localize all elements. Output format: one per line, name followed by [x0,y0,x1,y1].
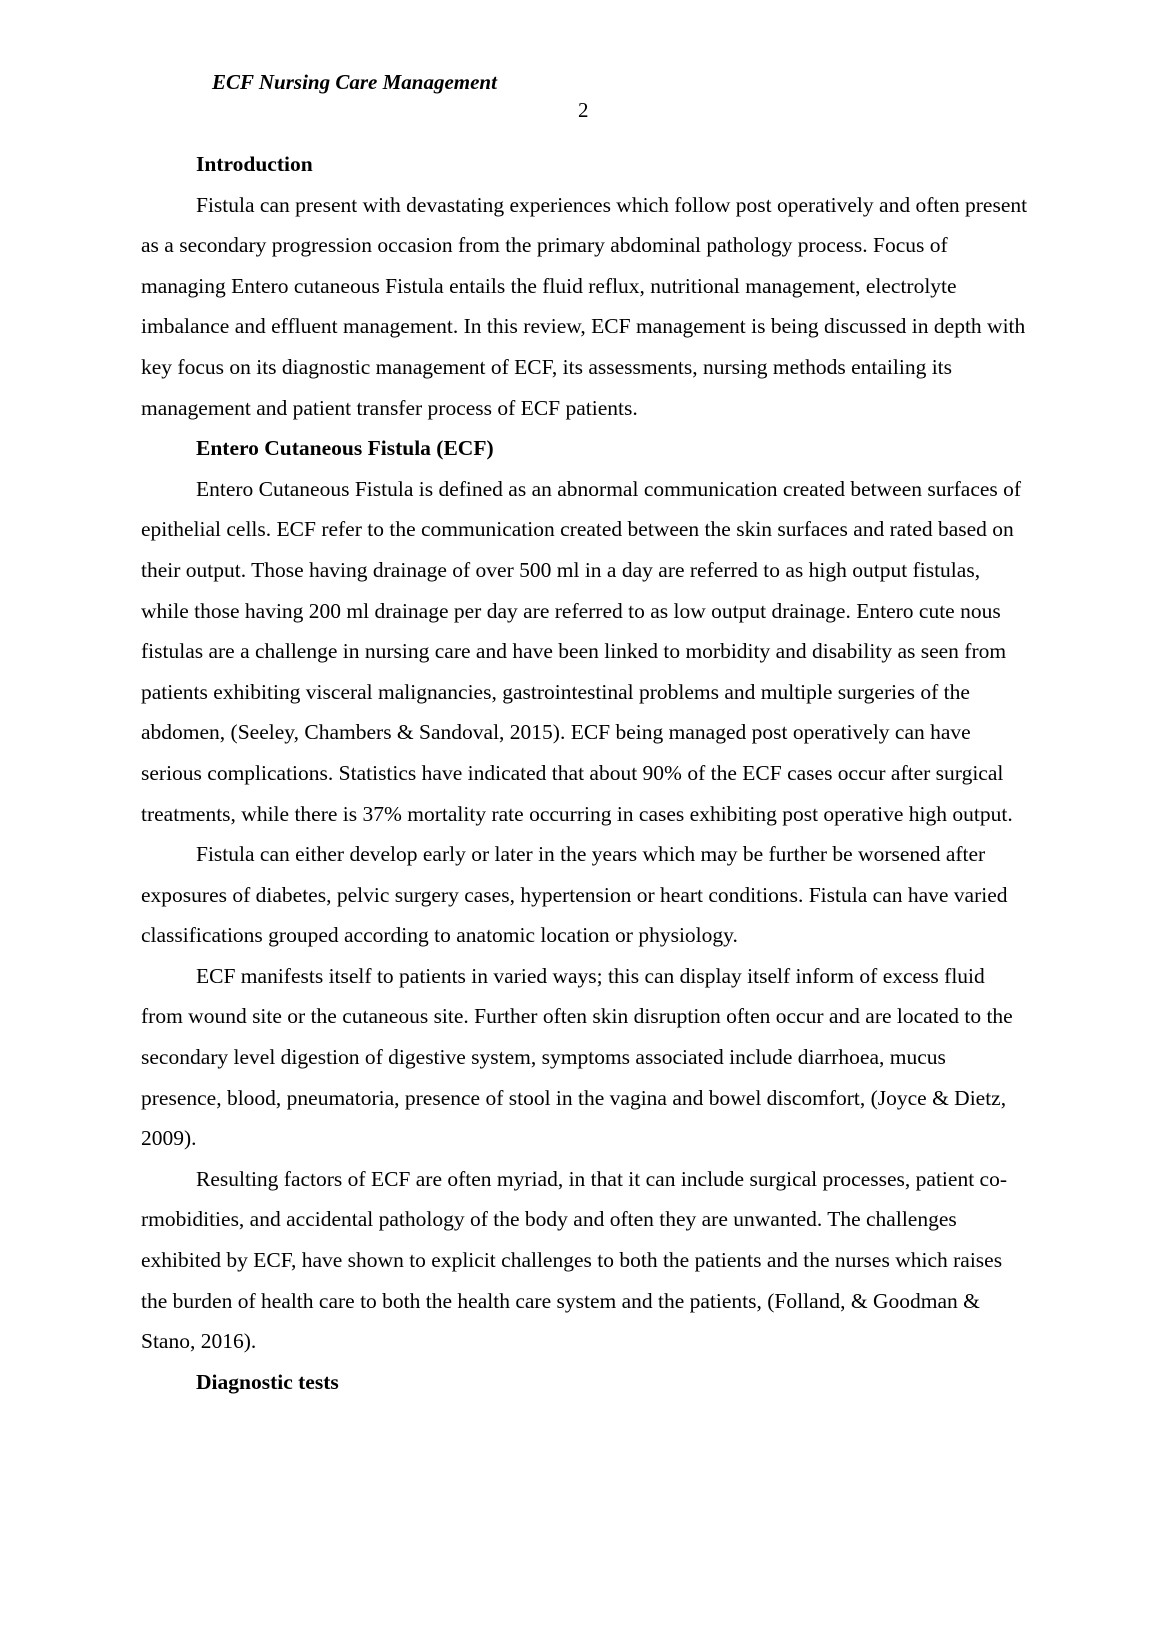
paragraph-ecf-definition: Entero Cutaneous Fistula is defined as an abnormal communication created between surfaces of epithelial cells. ECF refer to the communication created between the skin surfaces and rated based on their output. Those having drainage of over 500 ml in a day are referred to as high output fistulas, while those having 200 ml drainage per day are referred to as low output drainage. Entero cute nous fistulas are a challenge in nursing care and have been linked to morbidity and disability as seen from patients exhibiting visceral malignancies, gastrointestinal problems and multiple surgeries of the abdomen, (Seeley, Chambers & Sandoval, 2015). ECF being managed post operatively can have serious complications. Statistics have indicated that about 90% of the ECF cases occur after surgical treatments, while there is 37% mortality rate occurring in cases exhibiting post operative high output. [141,476,1022,826]
paragraph-ecf-manifestation: ECF manifests itself to patients in varied ways; this can display itself inform of excess fluid from wound site or the cutaneous site. Further often skin disruption often occur and are located to the secondary level digestion of digestive system, symptoms associated include diarrhoea, mucus presence, blood, pneumatoria, presence of stool in the vagina and bowel discomfort, (Joyce & Dietz, 2009). [141,963,1013,1151]
paragraph-ecf-development: Fistula can either develop early or later in the years which may be further be worsened after exposures of diabetes, pelvic surgery cases, hypertension or heart conditions. Fistula can have varied classifications grouped according to anatomic location or physiology. [141,842,1008,948]
paragraph-ecf-factors: Resulting factors of ECF are often myriad, in that it can include surgical processes, patient co-rmobidities, and accidental pathology of the body and often they are unwanted. The challenges exhibited by ECF, have shown to explicit challenges to both the patients and the nurses which raises the burden of health care to both the health care system and the patients, (Folland, & Goodman & Stano, 2016). [141,1166,1007,1354]
document-body [141,144,1029,1402]
page-number: 2 [578,98,589,122]
paragraph-introduction: Fistula can present with devastating experiences which follow post operatively and often present as a secondary progression occasion from the primary abdominal pathology process. Focus of managing Entero cutaneous Fistula entails the fluid reflux, nutritional management, electrolyte imbalance and effluent management. In this review, ECF management is being discussed in depth with key focus on its diagnostic management of ECF, its assessments, nursing methods entailing its management and patient transfer process of ECF patients. [141,192,1028,420]
section-heading-ecf: Entero Cutaneous Fistula (ECF) [196,436,494,461]
section-heading-diagnostic-tests: Diagnostic tests [196,1369,339,1394]
running-head-title: ECF Nursing Care Management [212,70,497,94]
section-heading-introduction: Introduction [196,152,313,176]
